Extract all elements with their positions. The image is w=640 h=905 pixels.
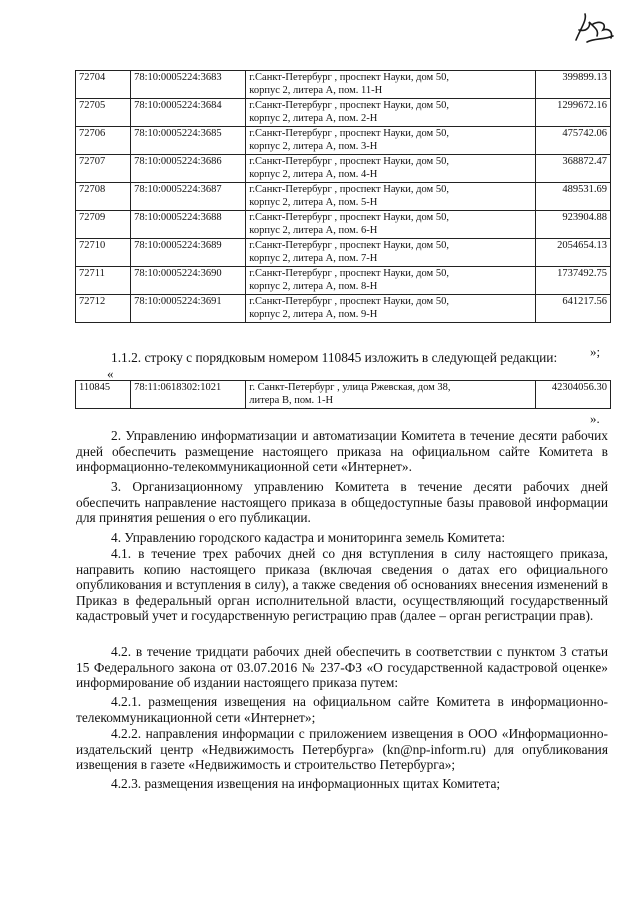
table-row [76, 155, 611, 183]
cadastral-number: 78:10:0005224:3690 [131, 267, 246, 295]
clause-1-1-2: 1.1.2. строку с порядковым номером 110845 изложить в следующей редакции: [111, 350, 558, 365]
address-line: г.Санкт-Петербург , проспект Науки, дом 50, [249, 128, 449, 139]
address-line: корпус 2, литера А, пом. 9-Н [249, 308, 378, 320]
address-line: корпус 2, литера А, пом. 4-Н [249, 168, 378, 180]
table-row [76, 239, 611, 267]
address-line: литера В, пом. 1-Н [249, 394, 334, 406]
table-row [76, 295, 611, 323]
address-line: корпус 2, литера А, пом. 11-Н [249, 84, 383, 96]
table-row [76, 267, 611, 295]
table-row [76, 183, 611, 211]
address-line: корпус 2, литера А, пом. 6-Н [249, 224, 378, 236]
address-line: корпус 2, литера А, пом. 5-Н [249, 196, 378, 208]
paragraph-4-2: 4.2. в течение тридцати рабочих дней обеспечить в соответствии с пунктом 3 статьи 15 Федерального закона от 03.07.2016 № 237-ФЗ «О государственной кадастровой оценке» информирование об издании настоящего приказа путем: [76, 644, 608, 691]
address-line: корпус 2, литера А, пом. 7-Н [249, 252, 378, 264]
cadastral-number: 78:10:0005224:3684 [131, 99, 246, 127]
cadastral-number: 78:10:0005224:3691 [131, 295, 246, 323]
row-number: 110845 [76, 381, 131, 409]
address-line: г.Санкт-Петербург , проспект Науки, дом 50, [249, 212, 449, 223]
handwritten-signature [573, 10, 615, 46]
table-row [76, 71, 611, 99]
paragraph-4-1: 4.1. в течение трех рабочих дней со дня вступления в силу настоящего приказа, направить копию настоящего приказа (включая сведения о датах его официального опубликования и вступления в силу), а также сведения об основаниях внесения изменений в Приказ в федеральный орган исполнительной власти, осуществляющий государственный кадастровый учет и государственную регистрацию прав (далее – орган регистрации прав). [76, 546, 608, 624]
address-line: г.Санкт-Петербург , проспект Науки, дом 50, [249, 240, 449, 251]
row-number: 72710 [76, 239, 131, 267]
row-number: 72705 [76, 99, 131, 127]
address-cell [246, 381, 536, 409]
cadastral-number: 78:10:0005224:3688 [131, 211, 246, 239]
paragraph-3: 3. Организационному управлению Комитета в течение десяти рабочих дней обеспечить направление настоящего приказа в общедоступные базы правовой информации для принятия решения о его публикации. [76, 479, 608, 526]
address-cell [246, 239, 536, 267]
address-line: г.Санкт-Петербург , проспект Науки, дом 50, [249, 100, 449, 111]
table-row [76, 381, 611, 409]
address-line: г. Санкт-Петербург , улица Ржевская, дом 38, [249, 382, 451, 393]
cadastral-value: 923904.88 [535, 211, 610, 239]
address-line: г.Санкт-Петербург , проспект Науки, дом 50, [249, 268, 449, 279]
paragraph-4: 4. Управлению городского кадастра и мониторинга земель Комитета: [111, 530, 506, 545]
cadastral-number: 78:10:0005224:3683 [131, 71, 246, 99]
opening-quote-mark: « [107, 366, 114, 381]
paragraph-4-2-2: 4.2.2. направления информации с приложением извещения в ООО «Информационно-издательский центр «Недвижимость Петербурга» (kn@np-inform.ru) для опубликования извещения в газете «Недвижимость и строительство Петербурга»; [76, 726, 608, 773]
closing-quote-mark: »; [590, 344, 601, 359]
cadastral-number: 78:10:0005224:3687 [131, 183, 246, 211]
table-row [76, 211, 611, 239]
cadastral-number: 78:10:0005224:3689 [131, 239, 246, 267]
address-line: корпус 2, литера А, пом. 8-Н [249, 280, 378, 292]
cadastral-value: 489531.69 [535, 183, 610, 211]
cadastral-value: 1737492.75 [535, 267, 610, 295]
row-number: 72708 [76, 183, 131, 211]
address-line: г.Санкт-Петербург , проспект Науки, дом 50, [249, 296, 449, 307]
address-cell [246, 99, 536, 127]
row-number: 72711 [76, 267, 131, 295]
cadastral-value: 2054654.13 [535, 239, 610, 267]
cadastral-value: 475742.06 [535, 127, 610, 155]
cadastral-value-table [75, 70, 611, 323]
address-cell [246, 183, 536, 211]
address-line: г.Санкт-Петербург , проспект Науки, дом 50, [249, 184, 449, 195]
cadastral-value: 1299672.16 [535, 99, 610, 127]
address-line: г.Санкт-Петербург , проспект Науки, дом 50, [249, 72, 449, 83]
cadastral-value: 42304056.30 [535, 381, 610, 409]
cadastral-number: 78:11:0618302:1021 [131, 381, 246, 409]
row-number: 72712 [76, 295, 131, 323]
address-line: г.Санкт-Петербург , проспект Науки, дом 50, [249, 156, 449, 167]
cadastral-number: 78:10:0005224:3686 [131, 155, 246, 183]
address-cell [246, 127, 536, 155]
row-number: 72709 [76, 211, 131, 239]
cadastral-value: 641217.56 [535, 295, 610, 323]
address-cell [246, 71, 536, 99]
row-number: 72706 [76, 127, 131, 155]
address-cell [246, 211, 536, 239]
cadastral-number: 78:10:0005224:3685 [131, 127, 246, 155]
address-cell [246, 295, 536, 323]
cadastral-value: 399899.13 [535, 71, 610, 99]
replacement-row-table [75, 380, 611, 409]
closing-quote-mark: ». [590, 411, 600, 426]
table-row [76, 127, 611, 155]
row-number: 72704 [76, 71, 131, 99]
address-line: корпус 2, литера А, пом. 3-Н [249, 140, 378, 152]
paragraph-4-2-3: 4.2.3. размещения извещения на информационных щитах Комитета; [111, 776, 501, 791]
address-cell [246, 267, 536, 295]
paragraph-2: 2. Управлению информатизации и автоматизации Комитета в течение десяти рабочих дней обеспечить размещение настоящего приказа на официальном сайте Комитета в информационно-телекоммуникационной сети «Интернет». [76, 428, 608, 475]
cadastral-value: 368872.47 [535, 155, 610, 183]
row-number: 72707 [76, 155, 131, 183]
address-line: корпус 2, литера А, пом. 2-Н [249, 112, 378, 124]
paragraph-4-2-1: 4.2.1. размещения извещения на официальном сайте Комитета в информационно-телекоммуникационной сети «Интернет»; [76, 694, 608, 725]
table-row [76, 99, 611, 127]
address-cell [246, 155, 536, 183]
